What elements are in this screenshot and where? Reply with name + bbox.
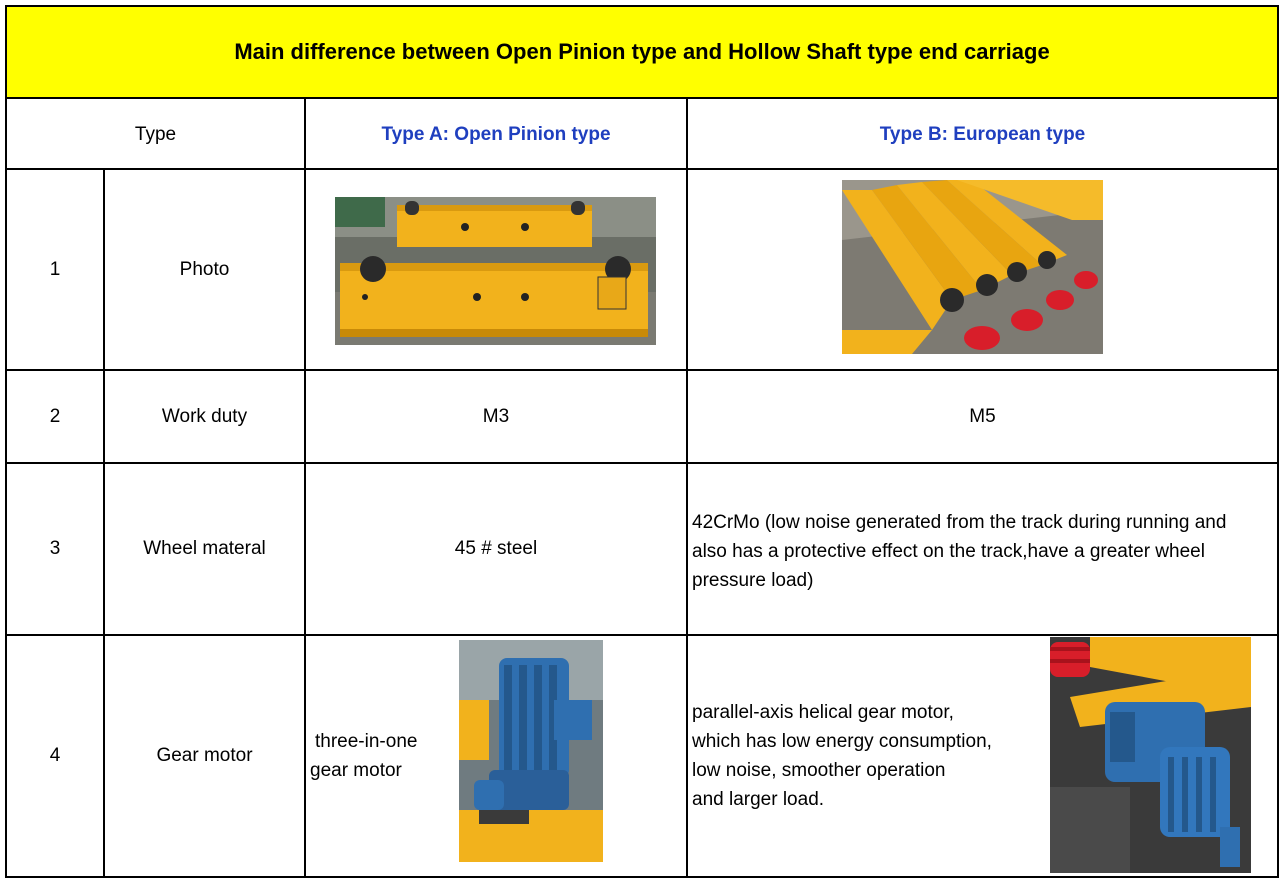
text-line: which has low energy consumption,: [692, 731, 992, 752]
table-bottom-border: [5, 876, 1279, 878]
header-type-b: Type B: European type: [879, 123, 1086, 145]
open-pinion-photo: [335, 197, 656, 345]
text-line: gear motor: [310, 760, 402, 781]
text-line: and larger load.: [692, 789, 825, 810]
helical-motor-photo: [1050, 637, 1251, 873]
wheel-material-b: [688, 464, 1277, 634]
text-line: parallel-axis helical gear motor,: [692, 702, 954, 723]
wheel-material-a: 45 # steel: [454, 538, 538, 559]
table-right-border: [1277, 99, 1279, 878]
three-in-one-motor-photo: [459, 640, 603, 862]
text-line: also has a protective effect on the track,have a greater wheel: [692, 541, 1205, 562]
work-duty-a: M3: [482, 405, 510, 427]
row-label: Gear motor: [156, 745, 253, 766]
row-number: 1: [49, 258, 61, 280]
text-line: pressure load): [692, 570, 814, 591]
row-label: Photo: [179, 258, 230, 280]
row-label: Work duty: [161, 405, 248, 427]
gear-motor-b-text: [688, 636, 1048, 876]
row-number: 3: [49, 538, 61, 559]
gear-motor-a-text: [306, 636, 456, 876]
text-line: 42CrMo (low noise generated from the track during running and: [692, 512, 1227, 533]
header-type-a: Type A: Open Pinion type: [381, 123, 611, 145]
text-line: three-in-one: [315, 731, 418, 752]
text-line: low noise, smoother operation: [692, 760, 946, 781]
row-label: Wheel materal: [143, 538, 266, 559]
comparison-table: [5, 5, 1279, 878]
row-number: 4: [49, 745, 61, 766]
work-duty-b: M5: [969, 405, 996, 427]
table-title: Main difference between Open Pinion type and Hollow Shaft type end carriage: [5, 5, 1279, 99]
header-type: Type: [134, 123, 177, 145]
row-number: 2: [49, 405, 61, 427]
european-type-photo: [842, 180, 1103, 354]
